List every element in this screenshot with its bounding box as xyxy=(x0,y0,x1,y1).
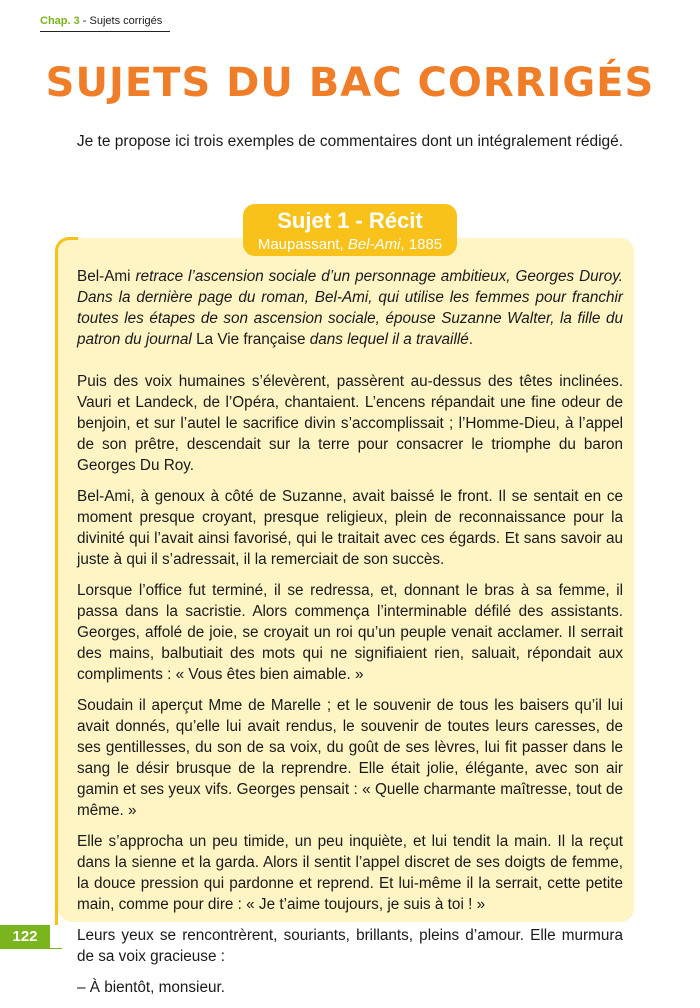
summary-part: La Vie française xyxy=(196,331,306,348)
summary-paragraph xyxy=(77,266,623,350)
source-author: Maupassant, xyxy=(257,236,348,253)
excerpt-paragraph: – À bientôt, monsieur. xyxy=(77,979,225,996)
excerpt-paragraph: Soudain il aperçut Mme de Marelle ; et le souvenir de tous les baisers qu’il lui avait donnés, qu’elle lui avait rendus, le souvenir de toutes leurs caresses, de ses gentillesses, du son de sa voix, du goût de ses lèvres, lui fit passer dans le sang le désir brusque de la reprendre. Elle était jolie, élégante, avec son air gamin et ses yeux vifs. Georges pensait : « Quelle charmante maîtresse, tout de même. » xyxy=(77,697,623,819)
excerpt-paragraph: Elle s’approcha un peu timide, un peu inquiète, et lui tendit la main. Il la reçut dans la sienne et la garda. Alors il sentit l’appel discret de ses doigts de femme, la douce pression qui pardonne et reprend. Et lui-même il la serrait, cette petite main, comme pour dire : « Je t’aime toujours, je suis à toi ! » xyxy=(77,833,623,913)
summary-part: retrace l’ascension sociale d’un personnage ambitieux, Georges Duroy. Dans la dernière page du roman, Bel-Ami, qui utilise les femmes pour franchir toutes les étapes de son ascension sociale, épouse Suzanne Walter, la fille du patron du journal xyxy=(77,268,623,348)
subject-source xyxy=(243,236,457,254)
summary-part: . xyxy=(468,331,473,348)
excerpt-paragraph: Lorsque l’office fut terminé, il se redressa, et, donnant le bras à sa femme, il passa dans la sacristie. Alors commença l’interminable défilé des assistants. Georges, affolé de joie, se croyait un roi qu’un peuple venait acclamer. Il serrait des mains, balbutiait des mots qui ne signifiaient rien, saluait, répondait aux compliments : « Vous êtes bien aimable. » xyxy=(77,582,623,683)
subject-title: Sujet 1 - Récit xyxy=(277,208,423,233)
source-work: Bel-Ami xyxy=(347,236,401,253)
running-header xyxy=(40,14,170,32)
intro-text: Je te propose ici trois exemples de commentaires dont un intégralement rédigé. xyxy=(76,133,624,150)
header-separator: - xyxy=(79,15,90,27)
excerpt-paragraph: Bel-Ami, à genoux à côté de Suzanne, avait baissé le front. Il se sentait en ce moment presque croyant, presque religieux, plein de reconnaissance pour la divinité qui l’avait ainsi favorisé, qui le traitait avec ces égards. Et sans savoir au juste à qui il s’adressait, il la remerciait de son succès. xyxy=(77,488,623,568)
excerpt-paragraph: Leurs yeux se rencontrèrent, souriants, brillants, pleins d’amour. Elle murmura de sa voix gracieuse : xyxy=(77,927,623,965)
excerpt-text xyxy=(77,266,623,1008)
panel-accent-border xyxy=(55,237,78,925)
summary-part: Bel-Ami xyxy=(77,268,131,285)
excerpt-paragraph: Puis des voix humaines s’élevèrent, passèrent au-dessus des têtes inclinées. Vauri et Landeck, de l’Opéra, chantaient. L’encens répandait une fine odeur de benjoin, et sur l’autel le sacrifice divin s’accomplissait ; l’Homme-Dieu, à l’appel de son prêtre, descendait sur la terre pour consacrer le triomphe du baron Georges Du Roy. xyxy=(77,373,623,474)
page-title: SUJETS DU BAC CORRIGÉS xyxy=(45,60,655,106)
footer-rule xyxy=(50,948,62,949)
summary-part: dans lequel il a travaillé xyxy=(305,331,469,348)
subject-badge xyxy=(243,204,457,256)
source-year: , 1885 xyxy=(400,236,443,253)
section-label: Sujets corrigés xyxy=(89,15,163,27)
page-number: 122 xyxy=(0,925,50,949)
chapter-label: Chap. 3 xyxy=(40,15,80,27)
